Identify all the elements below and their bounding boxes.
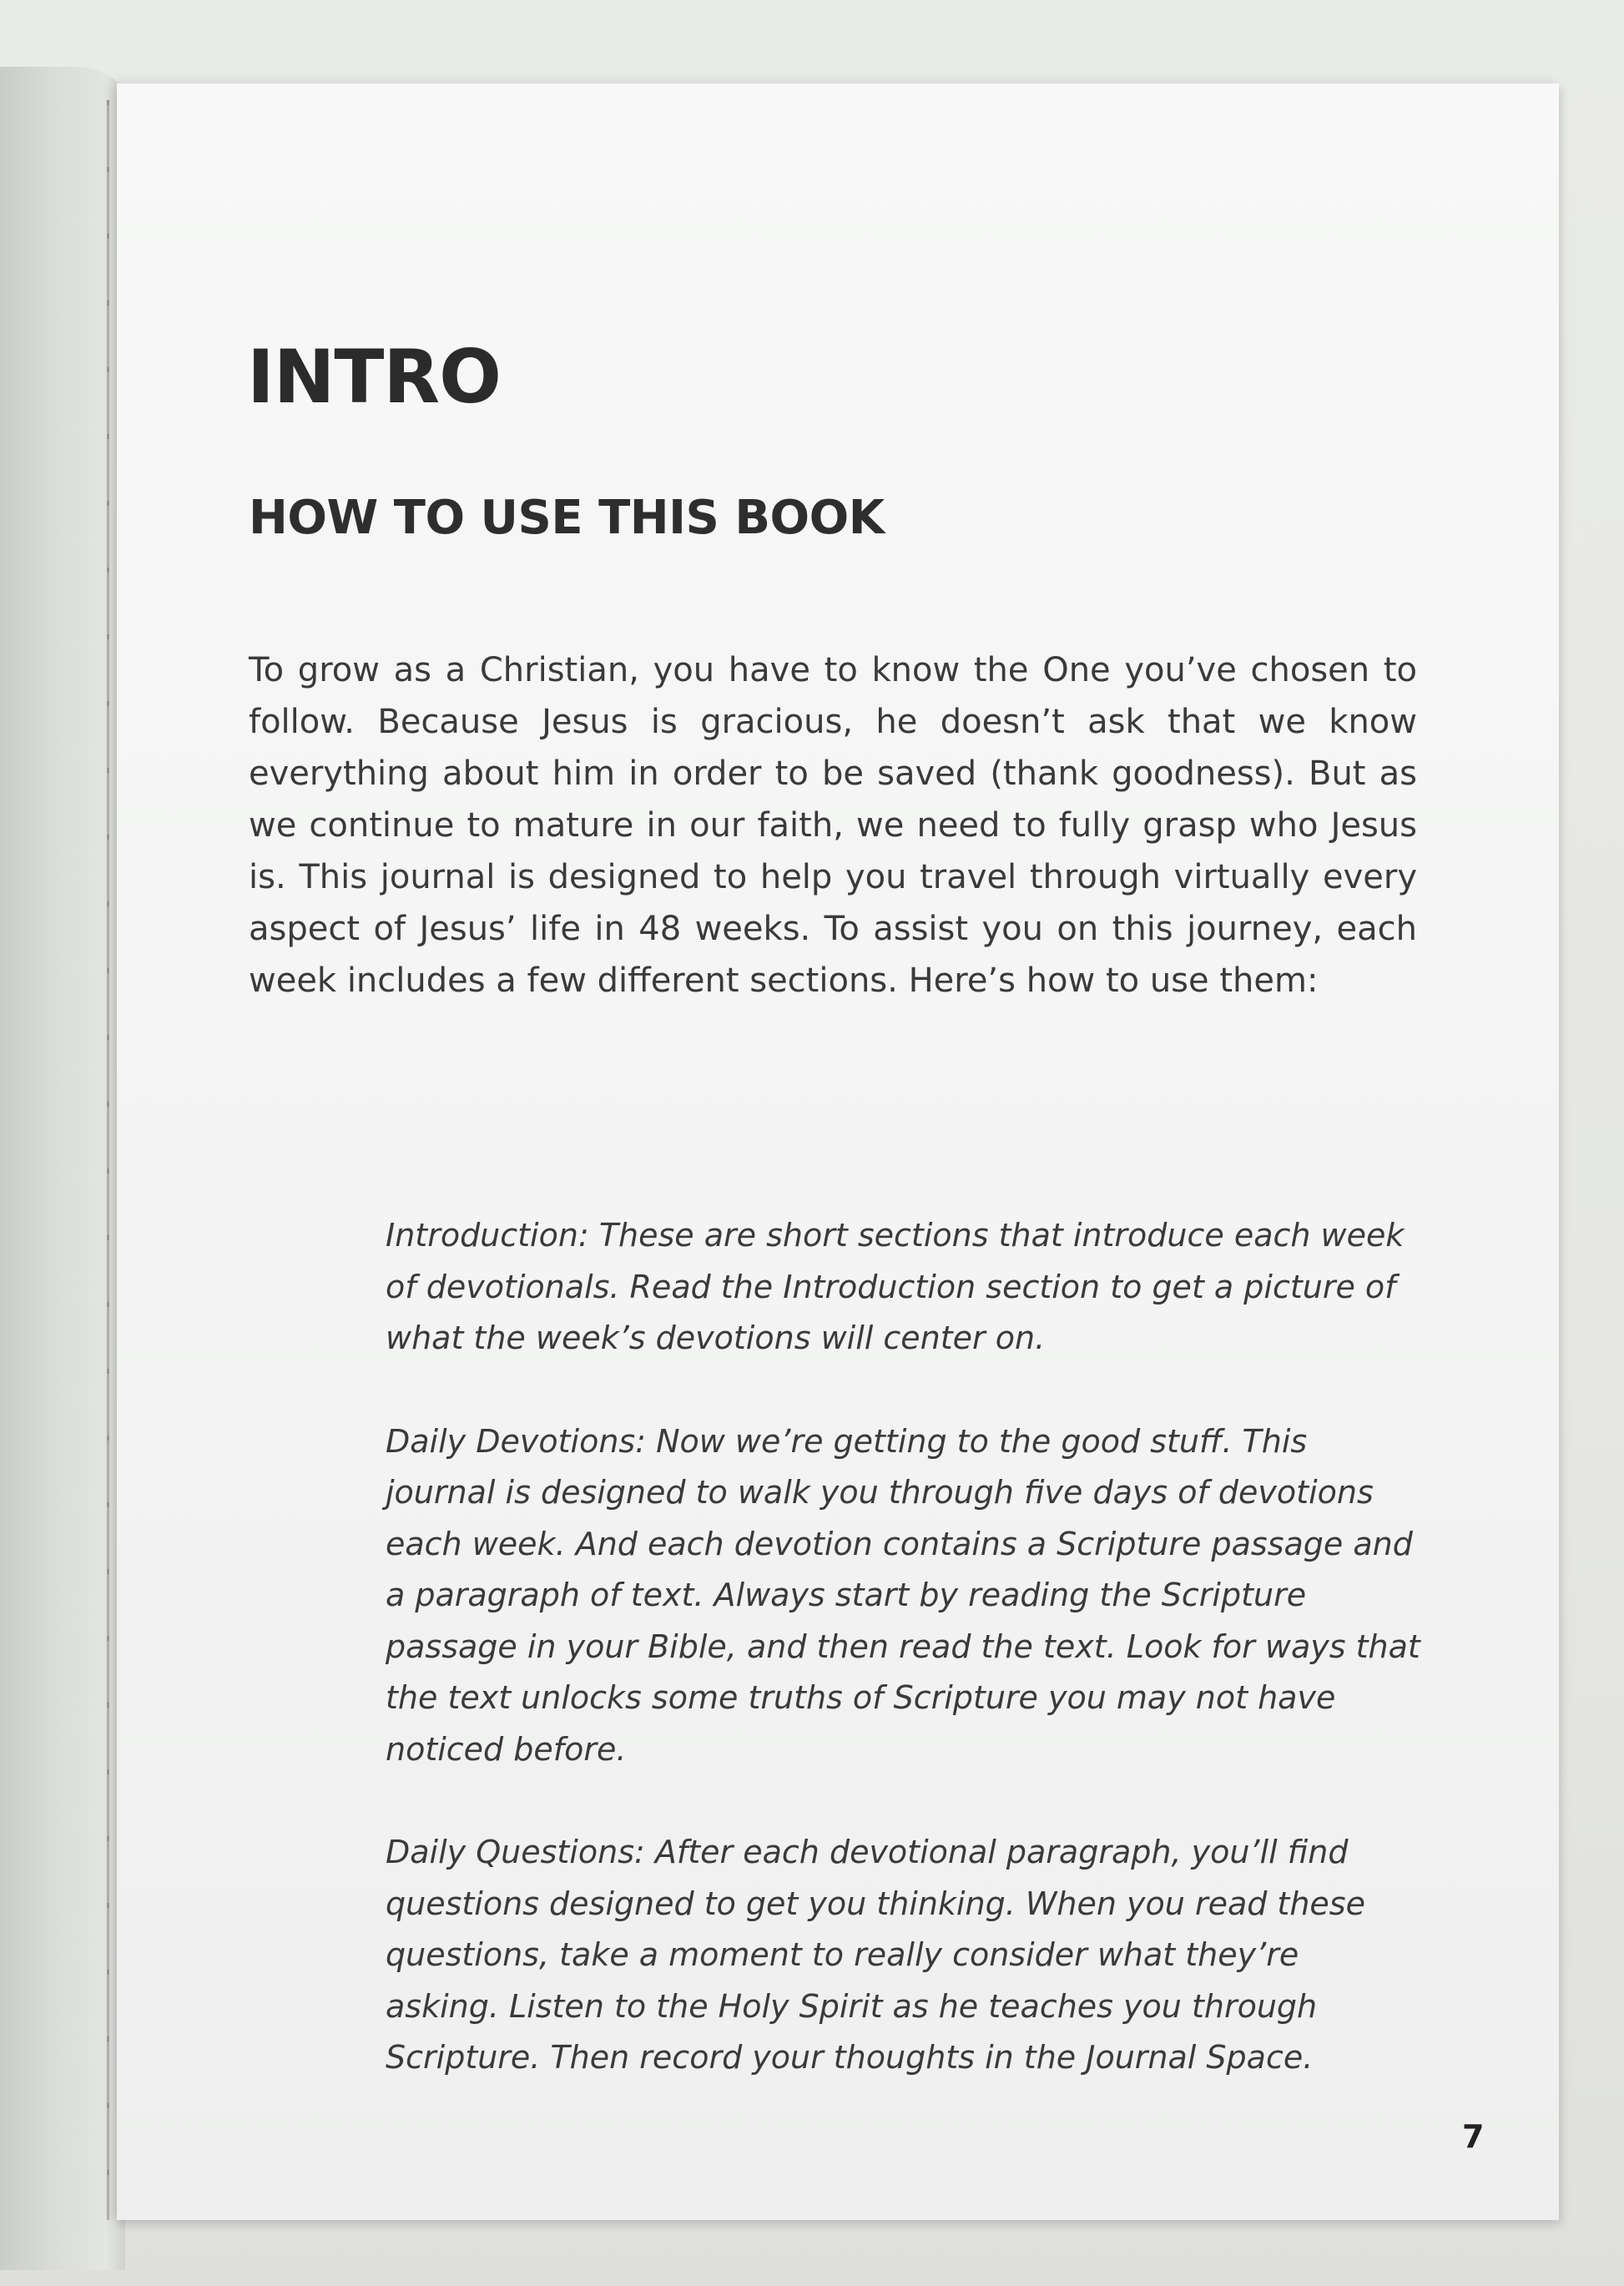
intro-paragraph: To grow as a Christian, you have to know the One you’ve chosen to follow. Because Jesus is gracious, he doesn’t ask that we know everything about him in order to be saved (thank goodness). But as we continue to mature in our faith, we need to fully grasp who Jesus is. This journal is designed to help you travel through virtually every aspect of Jesus’ life in 48 weeks. To assist you on this journey, each week includes a few different sections. Here’s how to use them: [249, 651, 1417, 1000]
section-heading: HOW TO USE THIS BOOK [249, 491, 885, 545]
section-introduction: Introduction: These are short sections that introduce each week of devotionals. Read the Introduction section to get a picture of what the week’s devotions will center on. [386, 1217, 1405, 1356]
page-number: 7 [1462, 2118, 1485, 2155]
binding-stitch [107, 100, 109, 2220]
book-page [117, 83, 1559, 2220]
section-daily-questions: Daily Questions: After each devotional paragraph, you’ll find questions designed to get you thinking. When you read these questions, take a moment to really consider what they’re asking. Listen to the Holy Spirit as he teaches you through Scripture. Then record your thoughts in the Journal Space. [386, 1834, 1365, 2076]
section-daily-devotions: Daily Devotions: Now we’re getting to the good stuff. This journal is designed to walk you through five days of devotions each week. And each devotion contains a Scripture passage and a paragraph of text. Always start by reading the Scripture passage in your Bible, and then read the text. Look for ways that the text unlocks some truths of Scripture you may not have noticed before. [386, 1422, 1420, 1768]
usage-sections [386, 1210, 1420, 2136]
chapter-title: INTRO [247, 334, 501, 420]
